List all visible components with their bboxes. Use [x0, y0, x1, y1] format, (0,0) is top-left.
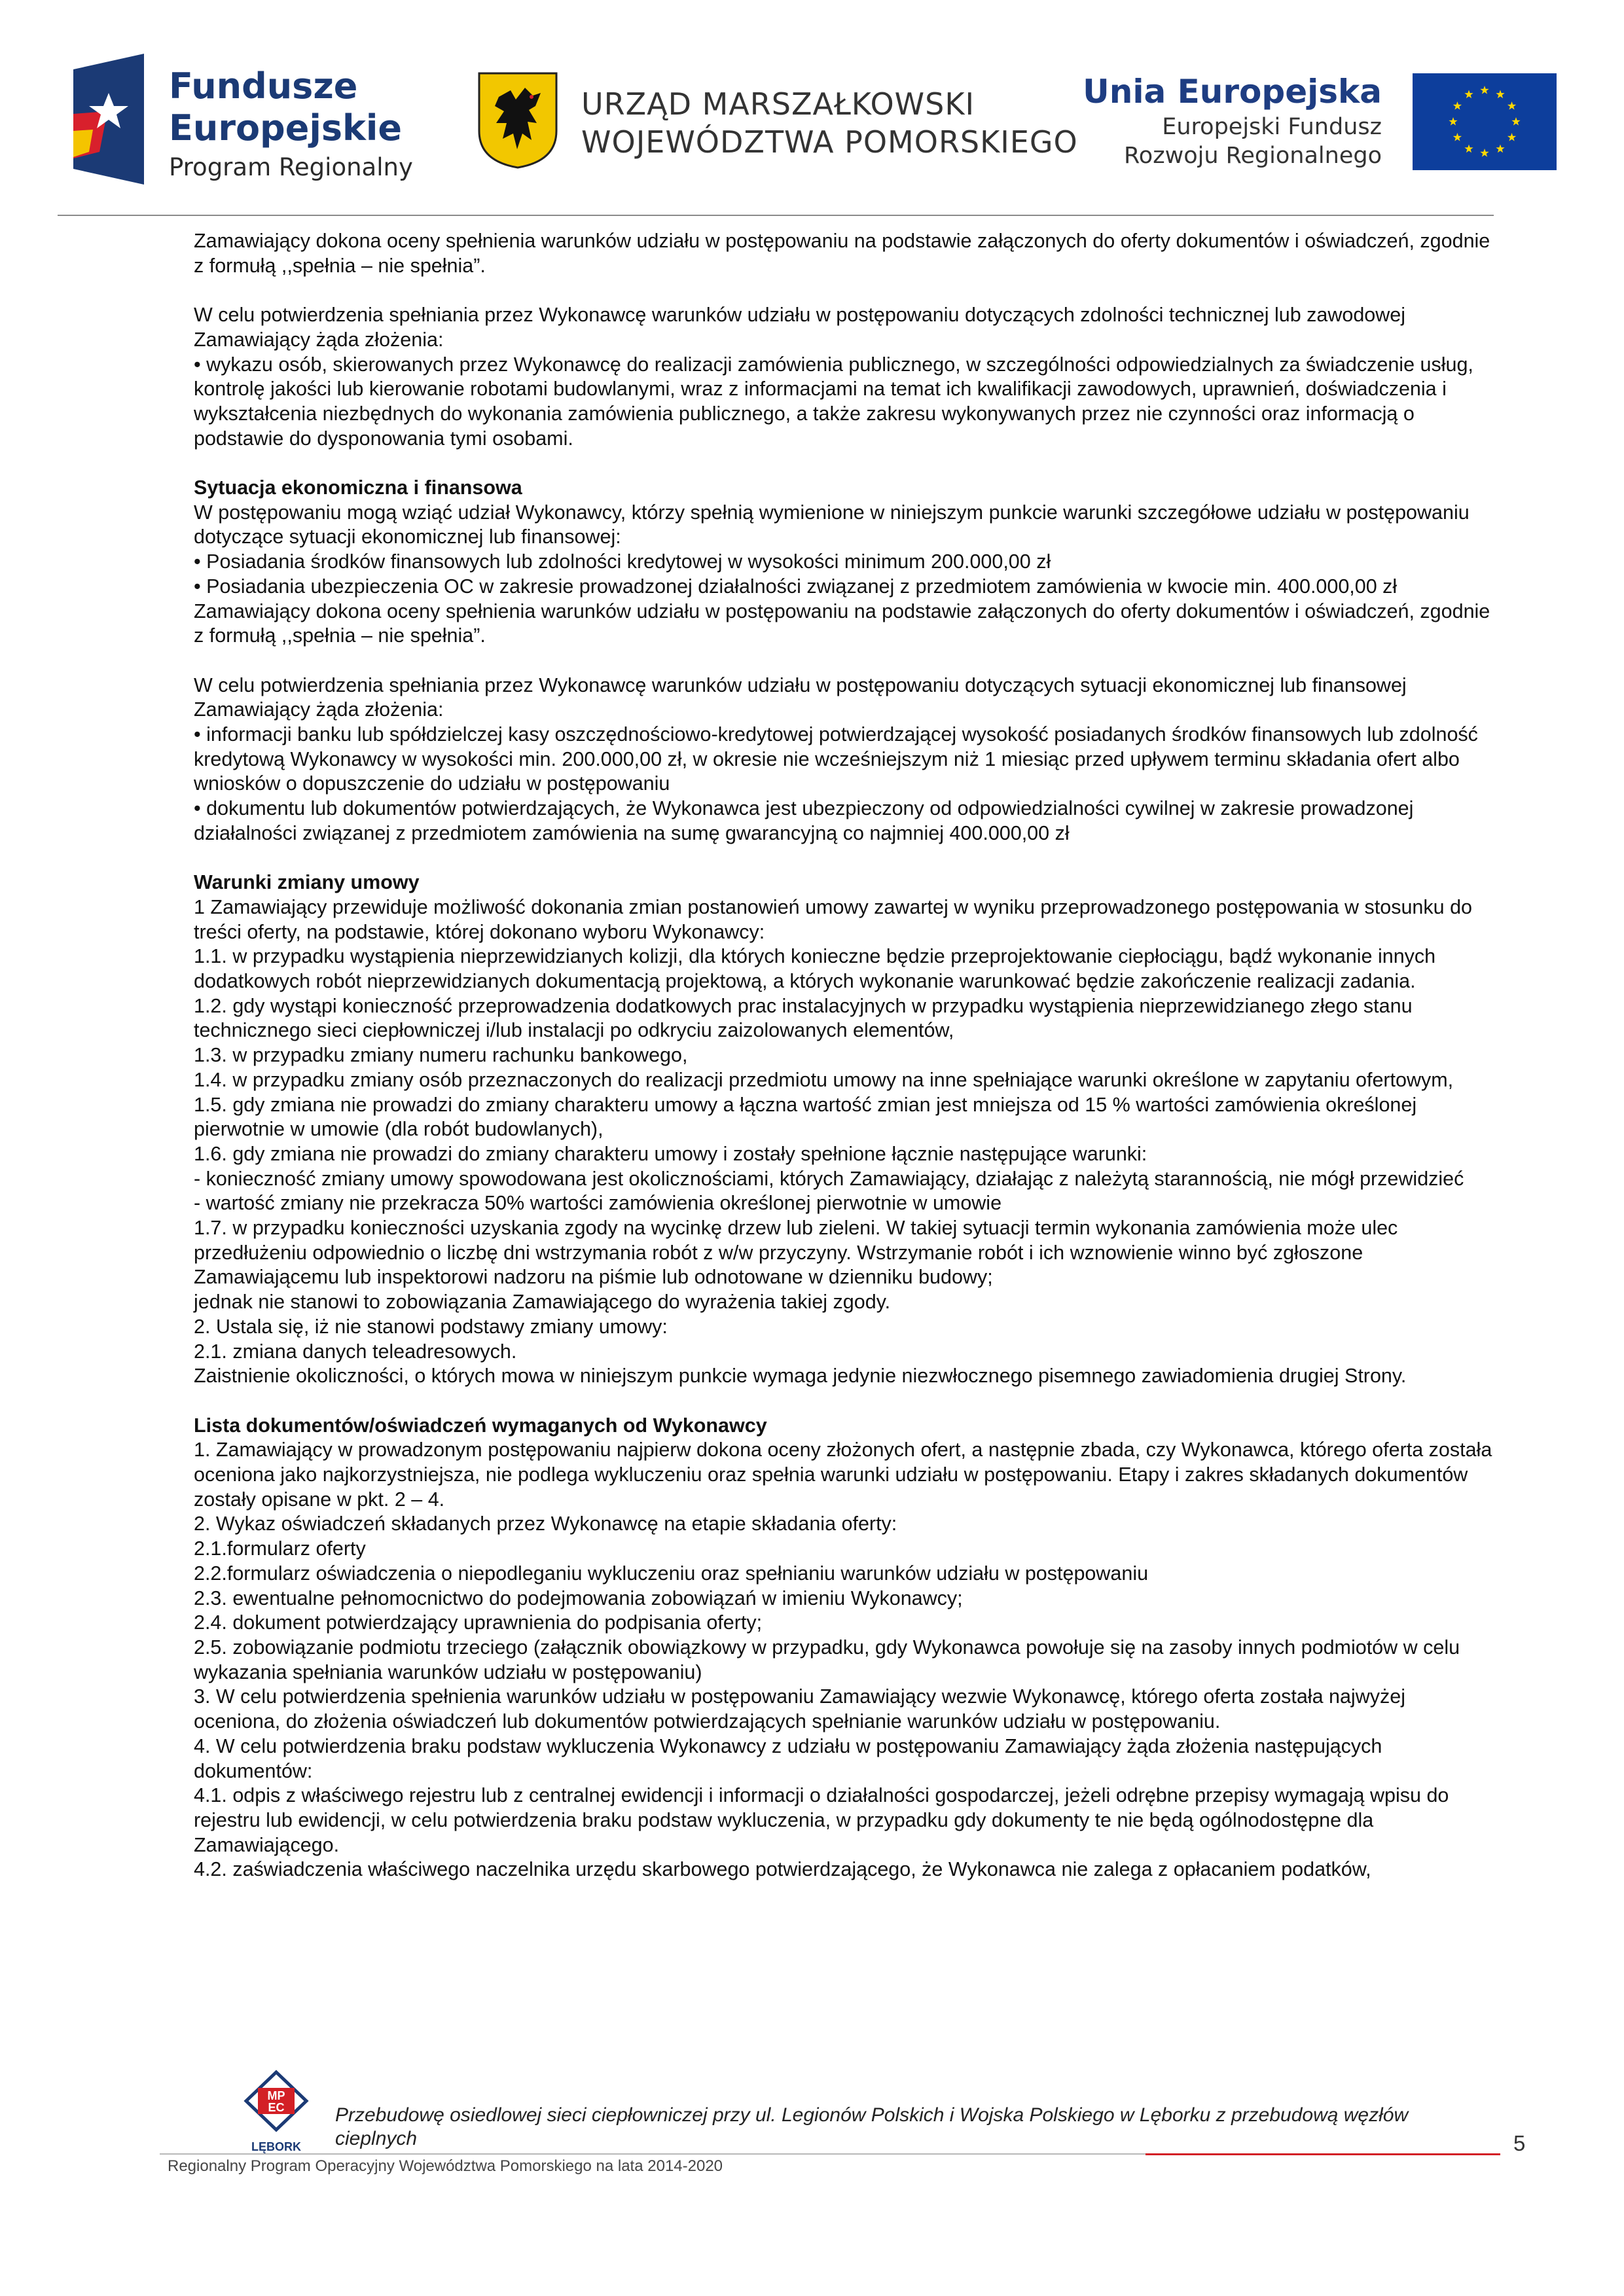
bullet-item: • wykazu osób, skierowanych przez Wykonawcę do realizacji zamówienia publicznego, w szczególności odpowiedzialnych za świadczenie usług, kontrolę jakości lub kierowanie robotami budowlanymi, wraz z informacjami na temat ich kwalifikacji zawodowych, uprawnień, doświadczenia i wykształcenia niezbędnych do wykonania zamówienia publicznego, a także zakresu wykonywanych przez nie czynności oraz informacją o podstawie do dysponowania tymi osobami. — [194, 353, 1473, 450]
page-number: 5 — [1513, 2131, 1526, 2155]
list-item: 4. W celu potwierdzenia braku podstaw wykluczenia Wykonawcy z udziału w postępowaniu Zamawiający żąda złożenia następujących dokumentów: — [194, 1734, 1382, 1782]
footer-program-name: Regionalny Program Operacyjny Województwa Pomorskiego na lata 2014-2020 — [168, 2157, 723, 2175]
ue-logo-line3: Rozwoju Regionalnego — [1124, 143, 1382, 169]
section-heading-economic: Sytuacja ekonomiczna i finansowa — [194, 476, 522, 499]
list-item: 2.1. zmiana danych teleadresowych. — [194, 1340, 517, 1363]
list-item: 2.5. zobowiązanie podmiotu trzeciego (załącznik obowiązkowy w przypadku, gdy Wykonawca powołuje się na zasoby innych podmiotów w celu wykazania spełniania warunków udziału w postępowaniu) — [194, 1636, 1460, 1683]
list-item: 1. Zamawiający w prowadzonym postępowaniu najpierw dokona oceny złożonych ofert, a następnie zbada, czy Wykonawca, którego oferta została oceniona jako najkorzystniejsza, nie podlega wykluczeniu oraz spełnia warunki udziału w postępowaniu. Etapy i zakres składanych dokumentów zostały opisane w pkt. 2 – 4. — [194, 1439, 1492, 1511]
bullet-item: • dokumentu lub dokumentów potwierdzających, że Wykonawca jest ubezpieczony od odpowiedzialności cywilnej w zakresie prowadzonej działalności związanej z przedmiotem zamówienia na sumę gwarancyjną co najmniej 400.000,00 zł — [194, 797, 1414, 844]
fundusze-europejskie-text — [169, 65, 413, 186]
list-item: jednak nie stanowi to zobowiązania Zamawiającego do wyrażenia takiej zgody. — [194, 1291, 891, 1314]
list-item: 1.3. w przypadku zmiany numeru rachunku bankowego, — [194, 1044, 688, 1067]
eu-flag-icon — [1413, 73, 1557, 170]
unia-europejska-text — [1083, 71, 1382, 170]
paragraph: Zamawiający dokona oceny spełnienia warunków udziału w postępowaniu na podstawie załączonych do oferty dokumentów i oświadczeń, zgodnie z formułą ,,spełnia – nie spełnia”. — [194, 600, 1490, 647]
list-item: 2.1.formularz oferty — [194, 1537, 366, 1560]
list-item: 1.1. w przypadku wystąpienia nieprzewidzianych kolizji, dla których konieczne będzie przeprojektowanie ciepłociągu, bądź wykonanie innych dodatkowych robót nieprzewidzianych dokumentacją projektową, a których wykonanie warunkować będzie zakończenie realizacji zadania. — [194, 945, 1436, 993]
bullet-item: • Posiadania ubezpieczenia OC w zakresie prowadzonej działalności związanej z przedmiotem zamówienia w kwocie min. 400.000,00 zł — [194, 575, 1398, 598]
page-header — [0, 0, 1624, 216]
um-logo-line1: URZĄD MARSZAŁKOWSKI — [581, 86, 975, 122]
paragraph: Zaistnienie okoliczności, o których mowa w niniejszym punkcie wymaga jedynie niezwłocznego pisemnego zawiadomienia drugiej Strony. — [194, 1365, 1407, 1388]
list-item: 1.6. gdy zmiana nie prowadzi do zmiany charakteru umowy i zostały spełnione łącznie następujące warunki: — [194, 1142, 1147, 1165]
header-divider — [58, 215, 1494, 216]
footer-divider-gray — [160, 2153, 1146, 2155]
list-item: - wartość zmiany nie przekracza 50% wartości zamówienia określonej pierwotnie w umowie — [194, 1192, 1002, 1215]
paragraph: W postępowaniu mogą wziąć udział Wykonawcy, którzy spełnią wymienione w niniejszym punkcie warunki szczegółowe udziału w postępowaniu dotyczące sytuacji ekonomicznej lub finansowej: — [194, 501, 1470, 548]
list-item: 2. Wykaz oświadczeń składanych przez Wykonawcę na etapie składania oferty: — [194, 1513, 897, 1535]
footer-divider-red — [1146, 2153, 1500, 2155]
footer-project-title: Przebudowę osiedlowej sieci ciepłowniczej przy ul. Legionów Polskich i Wojska Polskiego w Lęborku z przebudową węzłów cieplnych — [335, 2104, 1409, 2149]
paragraph: W celu potwierdzenia spełniania przez Wykonawcę warunków udziału w postępowaniu dotyczących zdolności technicznej lub zawodowej Zamawiający żąda złożenia: — [194, 304, 1406, 351]
um-logo-line2: WOJEWÓDZTWA POMORSKIEGO — [581, 124, 1078, 160]
bullet-item: • Posiadania środków finansowych lub zdolności kredytowej w wysokości minimum 200.000,00 zł — [194, 550, 1051, 573]
list-item: 1.4. w przypadku zmiany osób przeznaczonych do realizacji przedmiotu umowy na inne spełniające warunki określone w zapytaniu ofertowym, — [194, 1068, 1454, 1091]
ue-logo-line2: Europejski Fundusz — [1162, 114, 1382, 140]
list-item: 1.7. w przypadku konieczności uzyskania zgody na wycinkę drzew lub zieleni. W takiej sytuacji termin wykonania zamówienia może ulec przedłużeniu odpowiednio o liczbę dni wstrzymania robót z w/w przyczyny. Wstrzymanie robót i ich wznowienie winno być zgłoszone Zamawiającemu lub inspektorowi nadzoru na piśmie lub odnotowane w dzienniku budowy; — [194, 1217, 1398, 1289]
list-item: 1.2. gdy wystąpi konieczność przeprowadzenia dodatkowych prac instalacyjnych w przypadku wystąpienia nieprzewidzianego złego stanu technicznego sieci ciepłowniczej i/lub instalacji po odkryciu zaizolowanych elementów, — [194, 994, 1413, 1042]
list-item: 4.2. zaświadczenia właściwego naczelnika urzędu skarbowego potwierdzającego, że Wykonawca nie zalega z opłacaniem podatków, — [194, 1858, 1371, 1881]
list-item: 2.4. dokument potwierdzający uprawnienia do podpisania oferty; — [194, 1611, 763, 1634]
fe-logo-line2: Europejskie — [169, 107, 403, 149]
paragraph: Zamawiający dokona oceny spełnienia warunków udziału w postępowaniu na podstawie załączonych do oferty dokumentów i oświadczeń, zgodnie z formułą ,,spełnia – nie spełnia”. — [194, 230, 1490, 277]
section-heading-documents: Lista dokumentów/oświadczeń wymaganych od Wykonawcy — [194, 1414, 767, 1437]
fe-logo-line1: Fundusze — [169, 65, 358, 107]
list-item: 3. W celu potwierdzenia spełnienia warunków udziału w postępowaniu Zamawiający wezwie Wykonawcę, którego oferta została najwyżej oceniona, do złożenia oświadczeń lub dokumentów potwierdzających spełnianie warunków udziału w postępowaniu. — [194, 1685, 1405, 1733]
document-body — [194, 229, 1493, 1882]
ue-logo-line1: Unia Europejska — [1083, 73, 1382, 111]
urzad-marszalkowski-text — [581, 85, 1078, 161]
list-item: 2. Ustala się, iż nie stanowi podstawy zmiany umowy: — [194, 1315, 668, 1338]
list-item: 1 Zamawiający przewiduje możliwość dokonania zmian postanowień umowy zawartej w wyniku przeprowadzonego postępowania w stosunku do treści oferty, na podstawie, której dokonano wyboru Wykonawcy: — [194, 895, 1472, 943]
mpec-logo-line2: EC — [268, 2101, 285, 2114]
fe-logo-line3: Program Regionalny — [169, 153, 413, 181]
fundusze-europejskie-logo-icon — [73, 54, 144, 185]
mpec-logo-city: LĘBORK — [251, 2140, 301, 2153]
pomorskie-crest-icon — [477, 71, 559, 169]
list-item: - konieczność zmiany umowy spowodowana jest okolicznościami, których Zamawiający, działając z należytą starannością, nie mógł przewidzieć — [194, 1167, 1464, 1190]
bullet-item: • informacji banku lub spółdzielczej kasy oszczędnościowo-kredytowej potwierdzającej wysokość posiadanych środków finansowych lub zdolność kredytową Wykonawcy w wysokości min. 200.000,00 zł, w okresie nie wcześniejszym niż 1 miesiąc przed upływem terminu składania ofert albo wniosków o dopuszczenie do udziału w postępowaniu — [194, 723, 1478, 795]
list-item: 4.1. odpis z właściwego rejestru lub z centralnej ewidencji i informacji o działalności gospodarczej, jeżeli odrębne przepisy wymagają wpisu do rejestru lub ewidencji, w celu potwierdzenia braku podstaw wykluczenia, w przypadku gdy dokumenty te nie będą ogólnodostępne dla Zamawiającego. — [194, 1784, 1449, 1856]
mpec-lebork-logo-icon — [244, 2070, 309, 2161]
list-item: 1.5. gdy zmiana nie prowadzi do zmiany charakteru umowy a łączna wartość zmian jest mniejsza od 15 % wartości zamówienia określonej pierwotnie w umowie (dla robót budowlanych), — [194, 1093, 1417, 1141]
list-item: 2.2.formularz oświadczenia o niepodleganiu wykluczeniu oraz spełnianiu warunków udziału w postępowaniu — [194, 1562, 1149, 1585]
paragraph: W celu potwierdzenia spełniania przez Wykonawcę warunków udziału w postępowaniu dotyczących sytuacji ekonomicznej lub finansowej Zamawiający żąda złożenia: — [194, 673, 1407, 721]
list-item: 2.3. ewentualne pełnomocnictwo do podejmowania zobowiązań w imieniu Wykonawcy; — [194, 1587, 963, 1609]
section-heading-contract-changes: Warunki zmiany umowy — [194, 871, 420, 894]
mpec-logo-line1: MP — [267, 2089, 285, 2102]
